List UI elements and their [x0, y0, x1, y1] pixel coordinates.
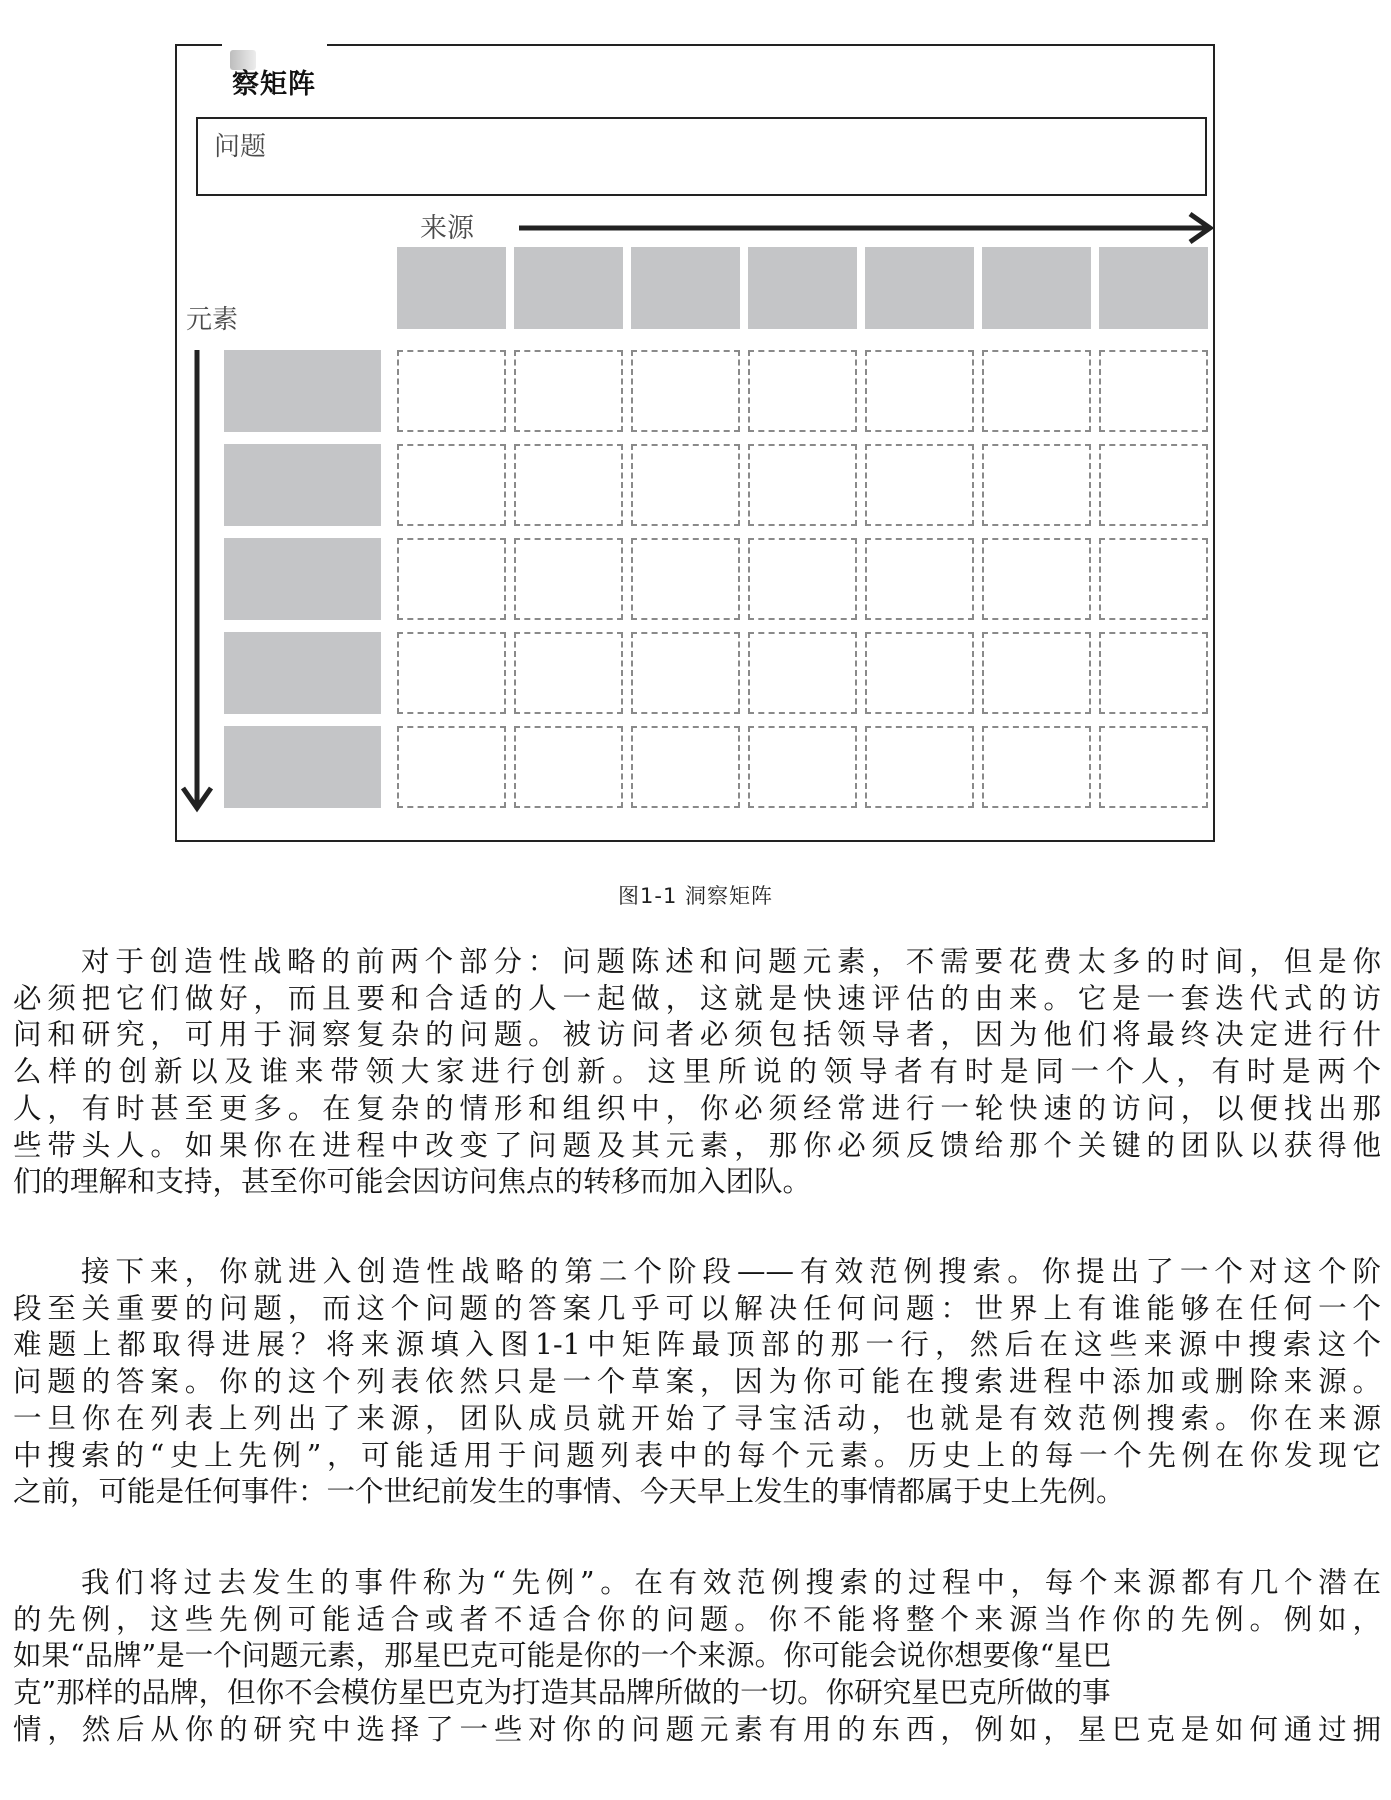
- matrix-cell: [982, 726, 1091, 808]
- text-line: 中搜索的“史上先例”，可能适用于问题列表中的每个元素。历史上的每一个先例在你发现它: [13, 1438, 1381, 1472]
- text-line: 之前，可能是任何事件：一个世纪前发生的事情、今天早上发生的事情都属于史上先例。: [13, 1475, 1125, 1509]
- source-header-cell: [397, 247, 506, 329]
- matrix-cell: [865, 444, 974, 526]
- matrix-cell: [982, 444, 1091, 526]
- source-header-cell: [631, 247, 740, 329]
- matrix-cell: [1099, 350, 1208, 432]
- matrix-cell: [1099, 726, 1208, 808]
- text-line: 些带头人。如果你在进程中改变了问题及其元素，那你必须反馈给那个关键的团队以获得他: [13, 1128, 1381, 1162]
- matrix-cell: [982, 632, 1091, 714]
- matrix-cell: [514, 538, 623, 620]
- text-line: 对于创造性战略的前两个部分：问题陈述和问题元素，不需要花费太多的时间，但是你: [81, 945, 1381, 978]
- matrix-cell: [631, 444, 740, 526]
- source-header-cell: [748, 247, 857, 329]
- matrix-cell: [865, 632, 974, 714]
- matrix-cell: [514, 444, 623, 526]
- figure-caption: 图1-1 洞察矩阵: [618, 884, 773, 908]
- element-row-cell: [224, 538, 381, 620]
- element-arrow: [183, 350, 211, 808]
- text-line: 们的理解和支持，甚至你可能会因访问焦点的转移而加入团队。: [13, 1165, 812, 1199]
- source-header-cell: [982, 247, 1091, 329]
- paragraph-1: [13, 944, 1381, 1201]
- matrix-cell: [748, 350, 857, 432]
- paragraph-3: [13, 1565, 1381, 1749]
- source-arrow: [519, 214, 1210, 242]
- matrix-cell: [514, 350, 623, 432]
- text-line: 接下来，你就进入创造性战略的第二个阶段——有效范例搜索。你提出了一个对这个阶: [81, 1255, 1381, 1288]
- matrix-cell: [748, 632, 857, 714]
- text-line: 如果“品牌”是一个问题元素，那星巴克可能是你的一个来源。你可能会说你想要像“星巴: [13, 1639, 1112, 1673]
- matrix-cell: [865, 350, 974, 432]
- matrix-cell: [982, 538, 1091, 620]
- matrix-cell: [631, 350, 740, 432]
- element-label: 元素: [186, 305, 239, 335]
- element-row-cell: [224, 444, 381, 526]
- matrix-cell: [748, 538, 857, 620]
- element-row-cell: [224, 632, 381, 714]
- text-line: 段至关重要的问题，而这个问题的答案几乎可以解决任何问题：世界上有谁能够在任何一个: [13, 1291, 1381, 1325]
- matrix-cell: [397, 538, 506, 620]
- source-header-cell: [1099, 247, 1208, 329]
- matrix-cell: [865, 538, 974, 620]
- text-line: 人，有时甚至更多。在复杂的情形和组织中，你必须经常进行一轮快速的访问，以便找出那: [13, 1091, 1381, 1125]
- text-line: 的先例，这些先例可能适合或者不适合你的问题。你不能将整个来源当作你的先例。例如，: [13, 1602, 1381, 1636]
- matrix-cell: [1099, 444, 1208, 526]
- matrix-cell: [397, 632, 506, 714]
- matrix-cell: [748, 444, 857, 526]
- source-header-cell: [514, 247, 623, 329]
- matrix-cell: [397, 444, 506, 526]
- text-line: 我们将过去发生的事件称为“先例”。在有效范例搜索的过程中，每个来源都有几个潜在: [81, 1566, 1381, 1599]
- matrix-cell: [397, 350, 506, 432]
- paragraph-2: [13, 1254, 1381, 1511]
- matrix-cell: [514, 632, 623, 714]
- matrix-cell: [631, 632, 740, 714]
- matrix-cell: [397, 726, 506, 808]
- matrix-cell: [631, 538, 740, 620]
- element-row-cell: [224, 350, 381, 432]
- matrix-cell: [1099, 632, 1208, 714]
- element-row-cell: [224, 726, 381, 808]
- text-line: 情，然后从你的研究中选择了一些对你的问题元素有用的东西，例如，星巴克是如何通过拥: [13, 1712, 1381, 1746]
- text-line: 必须把它们做好，而且要和合适的人一起做，这就是快速评估的由来。它是一套迭代式的访: [13, 981, 1381, 1015]
- source-header-cell: [865, 247, 974, 329]
- text-line: 难题上都取得进展？将来源填入图1-1中矩阵最顶部的那一行，然后在这些来源中搜索这个: [13, 1328, 1381, 1362]
- text-line: 问题的答案。你的这个列表依然只是一个草案，因为你可能在搜索进程中添加或删除来源。: [13, 1365, 1381, 1399]
- matrix-cell: [631, 726, 740, 808]
- text-line: 么样的创新以及谁来带领大家进行创新。这里所说的领导者有时是同一个人，有时是两个: [13, 1055, 1381, 1089]
- text-line: 问和研究，可用于洞察复杂的问题。被访问者必须包括领导者，因为他们将最终决定进行什: [13, 1018, 1381, 1052]
- matrix-cell: [865, 726, 974, 808]
- figure-title: 察矩阵: [232, 69, 316, 100]
- matrix-cell: [514, 726, 623, 808]
- problem-label: 问题: [214, 132, 267, 162]
- source-label: 来源: [420, 213, 474, 244]
- text-line: 一旦你在列表上列出了来源，团队成员就开始了寻宝活动，也就是有效范例搜索。你在来源: [13, 1401, 1381, 1435]
- text-line: 克”那样的品牌，但你不会模仿星巴克为打造其品牌所做的一切。你研究星巴克所做的事: [13, 1676, 1111, 1710]
- matrix-cell: [982, 350, 1091, 432]
- matrix-cell: [748, 726, 857, 808]
- matrix-cell: [1099, 538, 1208, 620]
